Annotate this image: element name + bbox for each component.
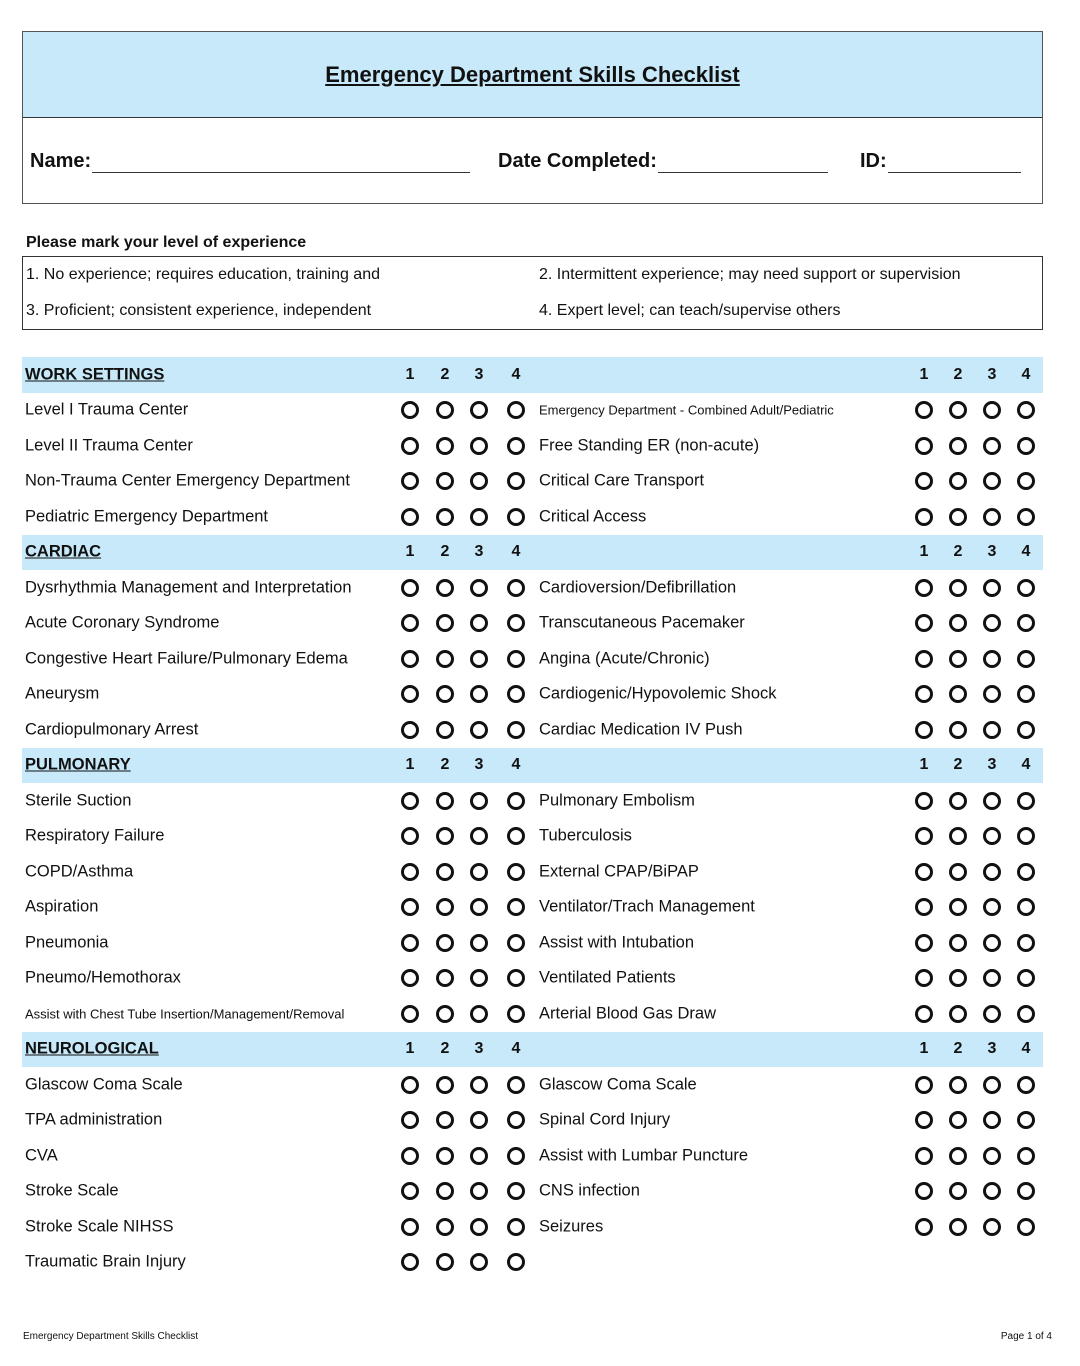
skill-label: Transcutaneous Pacemaker: [539, 613, 745, 632]
level-2-radio[interactable]: [949, 1147, 967, 1165]
level-1-radio[interactable]: [401, 472, 419, 490]
level-number: 3: [474, 1040, 484, 1058]
level-3-radio[interactable]: [983, 1111, 1001, 1129]
level-4-radio[interactable]: [507, 508, 525, 526]
level-4-radio[interactable]: [507, 401, 525, 419]
level-4-radio[interactable]: [507, 898, 525, 916]
level-2-radio[interactable]: [436, 792, 454, 810]
level-number: 2: [440, 365, 450, 383]
level-1-radio[interactable]: [915, 614, 933, 632]
level-number: 3: [987, 543, 997, 561]
level-4-radio[interactable]: [1017, 792, 1035, 810]
level-number: 1: [405, 543, 415, 561]
skill-label: Assist with Chest Tube Insertion/Management/Removal: [25, 1006, 345, 1022]
level-number: 1: [919, 543, 929, 561]
level-4-radio[interactable]: [507, 934, 525, 952]
level-3-radio[interactable]: [470, 437, 488, 455]
level-2-radio[interactable]: [949, 721, 967, 739]
level-2-radio[interactable]: [436, 863, 454, 881]
level-3-radio[interactable]: [470, 401, 488, 419]
level-4-radio[interactable]: [1017, 827, 1035, 845]
level-3-radio[interactable]: [983, 792, 1001, 810]
level-number: 4: [511, 1040, 521, 1058]
level-4-radio[interactable]: [1017, 579, 1035, 597]
level-2-radio[interactable]: [436, 1182, 454, 1200]
level-number: 1: [405, 365, 415, 383]
skill-label: Cardiogenic/Hypovolemic Shock: [539, 684, 777, 703]
section-title: WORK SETTINGS: [25, 365, 165, 384]
level-1-radio[interactable]: [401, 792, 419, 810]
name-field[interactable]: [30, 150, 470, 173]
header-box: [22, 31, 1043, 204]
level-2-radio[interactable]: [949, 827, 967, 845]
level-2-radio[interactable]: [949, 1182, 967, 1200]
level-number: 3: [474, 756, 484, 774]
level-number: 4: [1021, 365, 1031, 383]
level-4-radio[interactable]: [1017, 508, 1035, 526]
level-3-radio[interactable]: [983, 685, 1001, 703]
level-3-radio[interactable]: [470, 898, 488, 916]
level-2-radio[interactable]: [436, 1218, 454, 1236]
level-number: 4: [1021, 543, 1031, 561]
level-2-radio[interactable]: [949, 579, 967, 597]
skill-label: Acute Coronary Syndrome: [25, 613, 220, 632]
level-2-radio[interactable]: [949, 401, 967, 419]
skill-label: Congestive Heart Failure/Pulmonary Edema: [25, 649, 348, 668]
level-number: 1: [405, 756, 415, 774]
level-1-radio[interactable]: [915, 472, 933, 490]
level-number: 2: [953, 543, 963, 561]
level-4-radio[interactable]: [1017, 472, 1035, 490]
skill-label: Pulmonary Embolism: [539, 791, 695, 810]
level-number: 4: [511, 756, 521, 774]
skill-label: Ventilator/Trach Management: [539, 897, 755, 916]
level-2-radio[interactable]: [949, 614, 967, 632]
section-title: PULMONARY: [25, 755, 131, 774]
skill-label: Assist with Lumbar Puncture: [539, 1146, 749, 1165]
skill-label: CVA: [25, 1146, 58, 1165]
level-2-radio[interactable]: [436, 898, 454, 916]
level-1-radio[interactable]: [915, 650, 933, 668]
level-1-radio[interactable]: [915, 1182, 933, 1200]
level-2-radio[interactable]: [949, 1076, 967, 1094]
id-line[interactable]: [888, 151, 1021, 173]
level-1-radio[interactable]: [915, 1005, 933, 1023]
level-3-radio[interactable]: [470, 1182, 488, 1200]
level-1-radio[interactable]: [401, 508, 419, 526]
level-2-radio[interactable]: [436, 1253, 454, 1271]
skill-label: Angina (Acute/Chronic): [539, 649, 710, 668]
level-4-radio[interactable]: [1017, 1147, 1035, 1165]
skill-label: Sterile Suction: [25, 791, 132, 810]
skill-label: Respiratory Failure: [25, 826, 165, 845]
level-4-radio[interactable]: [507, 472, 525, 490]
level-4-radio[interactable]: [1017, 1182, 1035, 1200]
level-4-radio[interactable]: [1017, 934, 1035, 952]
skill-label: Cardiac Medication IV Push: [539, 720, 743, 739]
level-number: 3: [474, 543, 484, 561]
table-row: [22, 641, 1043, 677]
level-2-radio[interactable]: [949, 650, 967, 668]
level-4-radio[interactable]: [507, 614, 525, 632]
level-3-radio[interactable]: [983, 827, 1001, 845]
table-row: [22, 890, 1043, 926]
id-label: ID:: [860, 150, 887, 172]
identity-fields: [23, 118, 1042, 203]
skills-table: [22, 357, 1043, 1280]
level-2-radio[interactable]: [949, 1111, 967, 1129]
level-4-radio[interactable]: [507, 792, 525, 810]
id-field[interactable]: [860, 150, 1021, 173]
table-row: [22, 1174, 1043, 1210]
level-2-radio[interactable]: [436, 969, 454, 987]
level-1-radio[interactable]: [401, 650, 419, 668]
level-3-radio[interactable]: [470, 1111, 488, 1129]
experience-legend: [22, 256, 1043, 330]
level-4-radio[interactable]: [1017, 685, 1035, 703]
level-4-radio[interactable]: [507, 579, 525, 597]
skill-label: Arterial Blood Gas Draw: [539, 1004, 716, 1023]
skill-label: Free Standing ER (non-acute): [539, 436, 760, 455]
skill-label: Cardiopulmonary Arrest: [25, 720, 199, 739]
skill-label: Level II Trauma Center: [25, 436, 193, 455]
section-header: [22, 535, 1043, 571]
level-3-radio[interactable]: [470, 863, 488, 881]
level-3-radio[interactable]: [470, 1253, 488, 1271]
level-1-radio[interactable]: [401, 1253, 419, 1271]
level-2-radio[interactable]: [436, 650, 454, 668]
level-1-radio[interactable]: [915, 827, 933, 845]
level-3-radio[interactable]: [470, 792, 488, 810]
level-1-radio[interactable]: [401, 437, 419, 455]
skill-label: Assist with Intubation: [539, 933, 694, 952]
level-2-radio[interactable]: [949, 685, 967, 703]
level-3-radio[interactable]: [983, 1076, 1001, 1094]
level-2-radio[interactable]: [436, 472, 454, 490]
level-number: 2: [440, 756, 450, 774]
level-1-radio[interactable]: [401, 401, 419, 419]
level-2-radio[interactable]: [949, 1218, 967, 1236]
title-banner: [23, 32, 1042, 118]
footer-title: Emergency Department Skills Checklist: [23, 1331, 199, 1342]
level-3-radio[interactable]: [470, 934, 488, 952]
skill-label: Critical Care Transport: [539, 471, 705, 490]
level-4-radio[interactable]: [1017, 1111, 1035, 1129]
level-1-radio[interactable]: [915, 685, 933, 703]
table-row: [22, 819, 1043, 855]
table-row: [22, 712, 1043, 748]
level-4-radio[interactable]: [1017, 1005, 1035, 1023]
level-1-radio[interactable]: [915, 721, 933, 739]
level-3-radio[interactable]: [470, 1076, 488, 1094]
table-row: [22, 570, 1043, 606]
table-row: [22, 428, 1043, 464]
level-2-radio[interactable]: [436, 827, 454, 845]
skill-label: Tuberculosis: [539, 826, 632, 845]
level-3-radio[interactable]: [470, 1147, 488, 1165]
level-2-radio[interactable]: [436, 721, 454, 739]
level-4-radio[interactable]: [507, 650, 525, 668]
level-4-radio[interactable]: [507, 1182, 525, 1200]
level-1-radio[interactable]: [401, 1147, 419, 1165]
level-3-radio[interactable]: [470, 1005, 488, 1023]
level-2-radio[interactable]: [949, 934, 967, 952]
legend-4: 4. Expert level; can teach/supervise others: [539, 302, 841, 319]
level-2-radio[interactable]: [949, 437, 967, 455]
level-number: 2: [953, 1040, 963, 1058]
level-2-radio[interactable]: [436, 1147, 454, 1165]
level-3-radio[interactable]: [983, 934, 1001, 952]
level-3-radio[interactable]: [983, 508, 1001, 526]
level-4-radio[interactable]: [1017, 1076, 1035, 1094]
level-1-radio[interactable]: [401, 1182, 419, 1200]
level-1-radio[interactable]: [401, 1111, 419, 1129]
level-1-radio[interactable]: [915, 579, 933, 597]
level-1-radio[interactable]: [401, 969, 419, 987]
skill-label: TPA administration: [25, 1110, 163, 1129]
level-2-radio[interactable]: [436, 437, 454, 455]
level-3-radio[interactable]: [983, 1005, 1001, 1023]
level-1-radio[interactable]: [915, 898, 933, 916]
skill-label: Critical Access: [539, 507, 647, 526]
skill-label: Emergency Department - Combined Adult/Pediatric: [539, 402, 834, 418]
level-3-radio[interactable]: [983, 650, 1001, 668]
skill-label: Traumatic Brain Injury: [25, 1252, 186, 1271]
level-3-radio[interactable]: [470, 721, 488, 739]
name-line[interactable]: [92, 151, 470, 173]
level-1-radio[interactable]: [401, 721, 419, 739]
level-3-radio[interactable]: [983, 898, 1001, 916]
level-3-radio[interactable]: [470, 508, 488, 526]
level-2-radio[interactable]: [949, 1005, 967, 1023]
skill-label: Pneumonia: [25, 933, 109, 952]
table-row: [22, 1103, 1043, 1139]
skill-label: CNS infection: [539, 1181, 640, 1200]
level-number: 3: [987, 1040, 997, 1058]
level-2-radio[interactable]: [436, 508, 454, 526]
instructions: Please mark your level of experience: [26, 234, 307, 251]
level-1-radio[interactable]: [915, 1111, 933, 1129]
level-number: 4: [1021, 756, 1031, 774]
skill-label: Aspiration: [25, 897, 99, 916]
level-4-radio[interactable]: [507, 969, 525, 987]
page-title: Emergency Department Skills Checklist: [325, 61, 740, 87]
skill-label: Stroke Scale NIHSS: [25, 1217, 174, 1236]
level-number: 2: [440, 543, 450, 561]
level-2-radio[interactable]: [436, 934, 454, 952]
skill-label: Spinal Cord Injury: [539, 1110, 671, 1129]
table-row: [22, 464, 1043, 500]
skill-label: Cardioversion/Defibrillation: [539, 578, 737, 597]
level-4-radio[interactable]: [507, 1147, 525, 1165]
level-4-radio[interactable]: [507, 437, 525, 455]
level-number: 2: [953, 365, 963, 383]
level-3-radio[interactable]: [983, 863, 1001, 881]
date-line[interactable]: [658, 151, 828, 173]
level-number: 4: [511, 543, 521, 561]
level-4-radio[interactable]: [507, 721, 525, 739]
table-row: [22, 393, 1043, 429]
name-label: Name:: [30, 150, 92, 172]
level-3-radio[interactable]: [983, 472, 1001, 490]
level-4-radio[interactable]: [507, 1076, 525, 1094]
level-number: 3: [987, 756, 997, 774]
level-3-radio[interactable]: [470, 969, 488, 987]
level-1-radio[interactable]: [915, 1147, 933, 1165]
level-1-radio[interactable]: [915, 401, 933, 419]
level-4-radio[interactable]: [1017, 969, 1035, 987]
skill-label: Ventilated Patients: [539, 968, 676, 987]
level-1-radio[interactable]: [401, 934, 419, 952]
skill-label: Seizures: [539, 1217, 604, 1236]
level-4-radio[interactable]: [507, 1005, 525, 1023]
level-1-radio[interactable]: [915, 934, 933, 952]
level-number: 1: [405, 1040, 415, 1058]
level-number: 4: [1021, 1040, 1031, 1058]
level-1-radio[interactable]: [401, 1005, 419, 1023]
level-1-radio[interactable]: [401, 898, 419, 916]
level-1-radio[interactable]: [915, 969, 933, 987]
legend-3: 3. Proficient; consistent experience, independent: [26, 302, 372, 319]
table-row: [22, 677, 1043, 713]
skill-label: Glascow Coma Scale: [539, 1075, 697, 1094]
section-header: [22, 357, 1043, 393]
skill-label: Stroke Scale: [25, 1181, 119, 1200]
level-1-radio[interactable]: [401, 827, 419, 845]
level-4-radio[interactable]: [1017, 898, 1035, 916]
skill-label: External CPAP/BiPAP: [539, 862, 699, 881]
level-number: 1: [919, 756, 929, 774]
level-2-radio[interactable]: [436, 1005, 454, 1023]
level-number: 1: [919, 365, 929, 383]
level-3-radio[interactable]: [983, 1218, 1001, 1236]
date-field[interactable]: [498, 150, 828, 173]
level-4-radio[interactable]: [1017, 437, 1035, 455]
level-2-radio[interactable]: [436, 401, 454, 419]
level-3-radio[interactable]: [983, 969, 1001, 987]
section-title: NEUROLOGICAL: [25, 1039, 159, 1058]
level-number: 1: [919, 1040, 929, 1058]
level-3-radio[interactable]: [983, 579, 1001, 597]
level-4-radio[interactable]: [507, 1253, 525, 1271]
legend-1: 1. No experience; requires education, training and: [26, 266, 380, 283]
level-3-radio[interactable]: [983, 721, 1001, 739]
level-3-radio[interactable]: [470, 1218, 488, 1236]
level-2-radio[interactable]: [949, 792, 967, 810]
table-row: [22, 925, 1043, 961]
level-3-radio[interactable]: [983, 437, 1001, 455]
skill-label: Glascow Coma Scale: [25, 1075, 183, 1094]
level-2-radio[interactable]: [436, 685, 454, 703]
table-row: [22, 1245, 1043, 1281]
level-number: 2: [440, 1040, 450, 1058]
level-4-radio[interactable]: [507, 1111, 525, 1129]
level-1-radio[interactable]: [401, 863, 419, 881]
level-4-radio[interactable]: [1017, 863, 1035, 881]
table-row: [22, 783, 1043, 819]
level-2-radio[interactable]: [949, 898, 967, 916]
table-row: [22, 996, 1043, 1032]
skill-label: Pneumo/Hemothorax: [25, 968, 181, 987]
section-header: [22, 748, 1043, 784]
level-4-radio[interactable]: [1017, 1218, 1035, 1236]
level-1-radio[interactable]: [401, 685, 419, 703]
page-number: Page 1 of 4: [1000, 1331, 1052, 1342]
table-row: [22, 499, 1043, 535]
level-number: 2: [953, 756, 963, 774]
level-3-radio[interactable]: [983, 401, 1001, 419]
level-2-radio[interactable]: [949, 863, 967, 881]
level-number: 4: [511, 365, 521, 383]
level-4-radio[interactable]: [507, 685, 525, 703]
level-3-radio[interactable]: [470, 614, 488, 632]
level-1-radio[interactable]: [401, 614, 419, 632]
level-1-radio[interactable]: [915, 1218, 933, 1236]
skill-label: COPD/Asthma: [25, 862, 134, 881]
level-2-radio[interactable]: [436, 579, 454, 597]
level-3-radio[interactable]: [470, 685, 488, 703]
level-4-radio[interactable]: [1017, 721, 1035, 739]
level-4-radio[interactable]: [507, 827, 525, 845]
level-1-radio[interactable]: [401, 579, 419, 597]
section-title: CARDIAC: [25, 542, 102, 561]
skill-label: Dysrhythmia Management and Interpretation: [25, 578, 352, 597]
level-3-radio[interactable]: [470, 472, 488, 490]
level-1-radio[interactable]: [401, 1218, 419, 1236]
table-row: [22, 1209, 1043, 1245]
level-1-radio[interactable]: [915, 508, 933, 526]
level-2-radio[interactable]: [436, 1111, 454, 1129]
table-row: [22, 1138, 1043, 1174]
level-4-radio[interactable]: [1017, 650, 1035, 668]
level-3-radio[interactable]: [470, 650, 488, 668]
level-3-radio[interactable]: [470, 579, 488, 597]
level-1-radio[interactable]: [915, 792, 933, 810]
legend-2: 2. Intermittent experience; may need support or supervision: [539, 266, 961, 283]
table-row: [22, 961, 1043, 997]
level-3-radio[interactable]: [983, 1182, 1001, 1200]
table-row: [22, 606, 1043, 642]
skill-label: Level I Trauma Center: [25, 400, 189, 419]
level-1-radio[interactable]: [915, 437, 933, 455]
skill-label: Pediatric Emergency Department: [25, 507, 269, 526]
level-2-radio[interactable]: [949, 969, 967, 987]
level-2-radio[interactable]: [949, 472, 967, 490]
level-4-radio[interactable]: [507, 863, 525, 881]
skill-label: Aneurysm: [25, 684, 100, 703]
level-2-radio[interactable]: [949, 508, 967, 526]
skill-label: Non-Trauma Center Emergency Department: [25, 471, 350, 490]
level-4-radio[interactable]: [507, 1218, 525, 1236]
level-3-radio[interactable]: [470, 827, 488, 845]
level-2-radio[interactable]: [436, 614, 454, 632]
level-1-radio[interactable]: [401, 1076, 419, 1094]
table-row: [22, 854, 1043, 890]
level-2-radio[interactable]: [436, 1076, 454, 1094]
level-number: 3: [987, 365, 997, 383]
level-3-radio[interactable]: [983, 1147, 1001, 1165]
section-header: [22, 1032, 1043, 1068]
level-4-radio[interactable]: [1017, 614, 1035, 632]
level-number: 3: [474, 365, 484, 383]
table-row: [22, 1067, 1043, 1103]
level-1-radio[interactable]: [915, 1076, 933, 1094]
date-label: Date Completed:: [498, 150, 657, 172]
level-1-radio[interactable]: [915, 863, 933, 881]
level-3-radio[interactable]: [983, 614, 1001, 632]
level-4-radio[interactable]: [1017, 401, 1035, 419]
